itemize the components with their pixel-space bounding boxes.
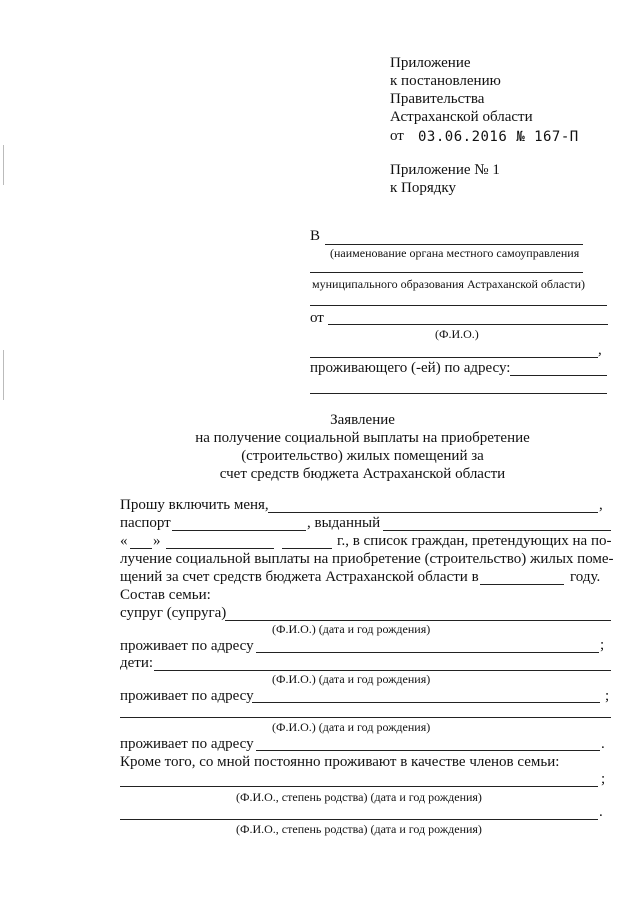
title-line-1: Заявление	[330, 412, 395, 428]
body-others: Кроме того, со мной постоянно проживают в качестве членов семьи:	[120, 754, 560, 770]
body-line-4: лучение социальной выплаты на приобретение (строительство) жилых поме-	[120, 551, 614, 567]
body-children-lives-2: проживает по адресу	[120, 736, 254, 752]
body-children-line	[154, 670, 611, 671]
body-quote-open: «	[120, 533, 128, 549]
body-request-comma: ,	[599, 497, 603, 513]
body-passport: паспорт	[120, 515, 171, 531]
body-passport-line	[172, 530, 306, 531]
body-request: Прошу включить меня,	[120, 497, 269, 513]
body-children-lives-1: проживает по адресу	[120, 688, 254, 704]
body-family: Состав семьи:	[120, 587, 211, 603]
header-line-3: Правительства	[390, 91, 485, 107]
addressee-fio-line	[328, 324, 608, 325]
addressee-ot: от	[310, 310, 324, 326]
body-line-5b: году.	[570, 569, 601, 585]
body-request-line	[268, 512, 598, 513]
body-children-hint-1: (Ф.И.О.) (дата и год рождения)	[272, 672, 431, 686]
body-other-1-line	[120, 786, 598, 787]
body-other-1-hint: (Ф.И.О., степень родства) (дата и год рождения)	[236, 790, 482, 804]
header-line-1: Приложение	[390, 55, 471, 71]
header-annex: Приложение № 1	[390, 162, 500, 178]
body-year-suffix: г., в список граждан, претендующих на по-	[337, 533, 612, 549]
header-ot: от	[390, 128, 404, 144]
addressee-line-3	[310, 305, 607, 306]
addressee-line-2	[310, 272, 583, 273]
body-spouse-semicolon: ;	[600, 637, 605, 653]
addressee-line-1	[325, 244, 583, 245]
body-spouse-line	[225, 620, 611, 621]
header-order: к Порядку	[390, 180, 456, 196]
body-other-2-hint: (Ф.И.О., степень родства) (дата и год рождения)	[236, 822, 482, 836]
addressee-address-line	[510, 375, 607, 376]
title-line-4: счет средств бюджета Астраханской области	[219, 466, 506, 482]
addressee-hint-2: муниципального образования Астраханской области)	[312, 277, 586, 291]
title-line-2: на получение социальной выплаты на приобретение	[195, 430, 530, 446]
header-line-2: к постановлению	[390, 73, 501, 89]
title-line-3: (строительство) жилых помещений за	[241, 448, 484, 464]
header-doc-ref: 03.06.2016 № 167-П	[418, 129, 579, 145]
addressee-comma: ,	[598, 342, 602, 358]
body-children-address-line-2	[256, 750, 600, 751]
body-spouse: супруг (супруга)	[120, 605, 227, 621]
addressee-hint-1: (наименование органа местного самоуправления	[330, 246, 580, 260]
body-spouse-hint: (Ф.И.О.) (дата и год рождения)	[272, 622, 431, 636]
body-line-5a: щений за счет средств бюджета Астраханской области в	[120, 569, 479, 585]
body-children-period: .	[601, 736, 605, 752]
body-issued: , выданный	[307, 515, 381, 531]
scan-artifact	[3, 145, 4, 185]
header-line-4: Астраханской области	[390, 109, 533, 125]
body-other-1-semicolon: ;	[601, 771, 606, 787]
addressee-v: В	[310, 228, 321, 244]
body-child-2-line	[120, 717, 611, 718]
body-spouse-lives: проживает по адресу	[120, 638, 254, 654]
body-children-address-line-1	[252, 702, 600, 703]
body-children-semicolon-1: ;	[605, 688, 610, 704]
addressee-address-line-2	[310, 393, 607, 394]
body-spouse-address-line	[256, 652, 599, 653]
addressee-residing: проживающего (-ей) по адресу:	[310, 360, 511, 376]
body-other-2-line	[120, 819, 598, 820]
body-day-line	[130, 548, 152, 549]
body-quote-close: »	[153, 533, 161, 549]
scan-artifact	[3, 350, 4, 400]
body-month-line	[166, 548, 274, 549]
body-year-apply-line	[480, 584, 564, 585]
body-children-hint-2: (Ф.И.О.) (дата и год рождения)	[272, 720, 431, 734]
body-children: дети:	[120, 655, 154, 671]
body-year-line	[282, 548, 332, 549]
addressee-line-4	[310, 357, 598, 358]
body-other-2-period: .	[599, 804, 603, 820]
body-issued-line	[383, 530, 611, 531]
addressee-fio-hint: (Ф.И.О.)	[435, 327, 479, 341]
